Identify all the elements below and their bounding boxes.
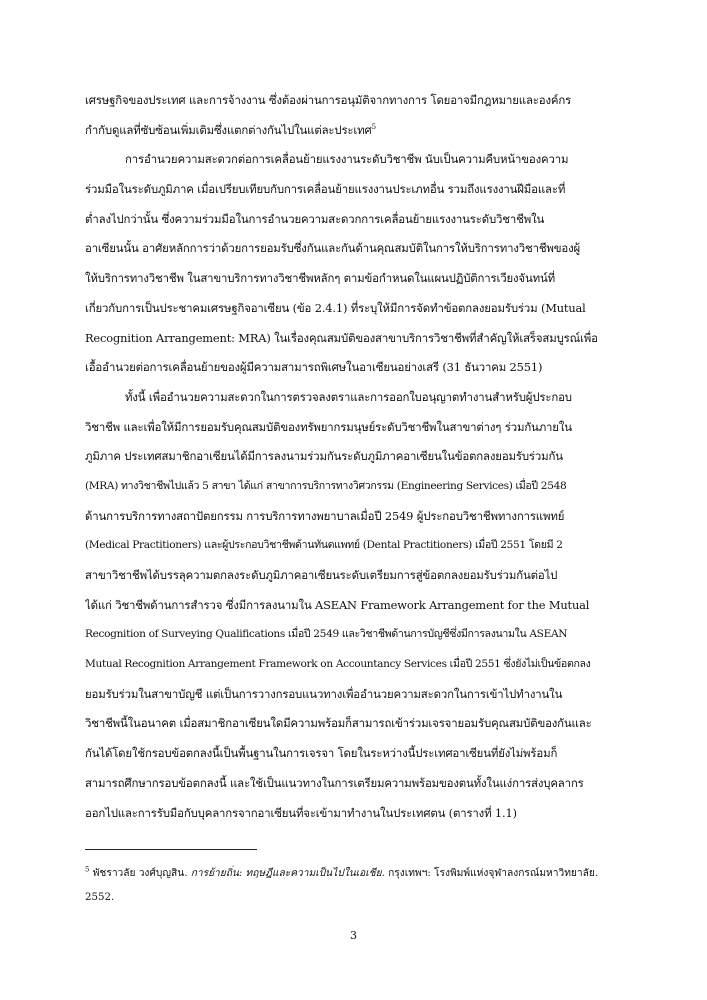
line-text: เกี่ยวกับการเป็นประชาคมเศรษฐกิจอาเซียน (ข้อ 2.4.1) ที่ระบุให้มีการจัดทำข้อตกลงยอมรับร่วม (Mutual xyxy=(85,300,586,315)
text-line xyxy=(85,175,623,205)
footnote xyxy=(85,862,623,910)
footnote-reference[interactable]: 5 xyxy=(371,122,376,131)
text-line xyxy=(85,86,623,116)
text-line xyxy=(85,709,623,739)
line-text: ยอมรับร่วมในสาขาบัญชี แต่เป็นการวางกรอบแนวทางเพื่ออำนวยความสะดวกในการเข้าไปทำงานใน xyxy=(85,686,563,701)
text-line xyxy=(85,116,623,146)
text-line xyxy=(85,205,623,235)
footnote-line xyxy=(85,862,623,886)
line-text: (MRA) ทางวิชาชีพไปแล้ว 5 สาขา ได้แก่ สาขาการบริการทางวิศวกรรม (Engineering Services) เมื่อปี 2548 xyxy=(85,479,567,492)
line-text: การอำนวยความสะดวกต่อการเคลื่อนย้ายแรงงานระดับวิชาชีพ นับเป็นความคืบหน้าของความ xyxy=(125,152,569,167)
line-text: ต่ำลงไปกว่านั้น ซึ่งความร่วมมือในการอำนวยความสะดวกการเคลื่อนย้ายแรงงานระดับวิชาชีพใน xyxy=(85,211,545,226)
line-text: ร่วมมือในระดับภูมิภาค เมื่อเปรียบเทียบกับการเคลื่อนย้ายแรงงานประเภทอื่น รวมถึงแรงงานฝีมือและที่ xyxy=(85,182,566,197)
line-text: ออกไปและการรับมือกับบุคลากรจากอาเซียนที่จะเข้ามาทำงานในประเทศตน (ตารางที่ 1.1) xyxy=(85,805,517,820)
text-line xyxy=(85,620,623,650)
line-text: ภูมิภาค ประเทศสมาชิกอาเซียนได้มีการลงนามร่วมกันระดับภูมิภาคอาเซียนในข้อตกลงยอมรับร่วมกัน xyxy=(85,449,563,464)
footnote-year: 2552. xyxy=(85,892,115,903)
text-line xyxy=(85,294,623,324)
text-line xyxy=(85,739,623,769)
line-text: วิชาชีพนี้ในอนาคต เมื่อสมาชิกอาเซียนใดมีความพร้อมก็สามารถเข้าร่วมเจรจายอมรับคุณสมบัติของกันและ xyxy=(85,716,592,731)
footnote-author: พัชราวลัย วงศ์บุญสิน. xyxy=(92,868,188,879)
text-line xyxy=(85,591,623,621)
text-line xyxy=(85,531,623,561)
line-text: Mutual Recognition Arrangement Framework on Accountancy Services เมื่อปี 2551 ซึ่งยังไม่เป็นข้อตกลง xyxy=(85,658,591,671)
footnote-divider xyxy=(85,849,257,850)
line-text: วิชาชีพ และเพื่อให้มีการยอมรับคุณสมบัติของทรัพยากรมนุษย์ระดับวิชาชีพในสาขาต่างๆ ร่วมกันภายใน xyxy=(85,419,572,434)
line-text: Recognition Arrangement: MRA) ในเรื่องคุณสมบัติของสาขาบริการวิชาชีพที่สำคัญให้เสร็จสมบูรณ์เพื่อ xyxy=(85,330,598,345)
footnote-mark: 5 xyxy=(85,865,90,874)
text-line xyxy=(85,472,623,502)
line-text: อาเซียนนั้น อาศัยหลักการว่าด้วยการยอมรับซึ่งกันและกันด้านคุณสมบัติในการให้บริการทางวิชาชีพของผู้ xyxy=(85,241,581,256)
body-text xyxy=(85,86,623,828)
footnote-line xyxy=(85,886,623,910)
line-text: กันได้โดยใช้กรอบข้อตกลงนี้เป็นพื้นฐานในการเจรจา โดยในระหว่างนี้ประเทศอาเซียนที่ยังไม่พร้อมก็ xyxy=(85,746,558,761)
text-line xyxy=(85,264,623,294)
line-text: (Medical Practitioners) และผู้ประกอบวิชาชีพด้านทันตแพทย์ (Dental Practitioners) เมื่อปี 2551 โดยมี 2 xyxy=(85,539,563,552)
text-line xyxy=(85,502,623,532)
line-text: เศรษฐกิจของประเทศ และการจ้างงาน ซึ่งต้องผ่านการอนุมัติจากทางการ โดยอาจมีกฎหมายและองค์กร xyxy=(85,93,572,107)
text-line xyxy=(85,234,623,264)
text-line xyxy=(85,799,623,829)
text-line xyxy=(85,442,623,472)
page-number: 3 xyxy=(350,929,357,942)
line-text: เอื้ออำนวยต่อการเคลื่อนย้ายของผู้มีความสามารถพิเศษในอาเซียนอย่างเสรี (31 ธันวาคม 2551) xyxy=(85,360,543,375)
line-text: Recognition of Surveying Qualifications เมื่อปี 2549 และวิชาชีพด้านการบัญชีซึ่งมีการลงนามใน ASEAN xyxy=(85,628,568,641)
line-text: สาขาวิชาชีพได้บรรลุความตกลงระดับภูมิภาคอาเซียนระดับเตรียมการสู่ข้อตกลงยอมรับร่วมกันต่อไป xyxy=(85,568,558,582)
line-text: ทั้งนี้ เพื่ออำนวยความสะดวกในการตรวจลงตราและการออกใบอนุญาตทำงานสำหรับผู้ประกอบ xyxy=(125,389,572,404)
paragraph-start-line xyxy=(85,145,623,175)
text-line xyxy=(85,413,623,443)
line-text: ให้บริการทางวิชาชีพ ในสาขาบริการทางวิชาชีพหลักๆ ตามข้อกำหนดในแผนปฏิบัติการเวียงจันทน์ที่ xyxy=(85,271,555,286)
text-line xyxy=(85,769,623,799)
line-text: กำกับดูแลที่ซับซ้อนเพิ่มเติมซึ่งแตกต่างกันไปในแต่ละประเทศ xyxy=(85,122,372,137)
line-text: ด้านการบริการทางสถาปัตยกรรม การบริการทางพยาบาลเมื่อปี 2549 ผู้ประกอบวิชาชีพทางการแพทย์ xyxy=(85,508,565,523)
paragraph-start-line xyxy=(85,383,623,413)
footnote-publisher: กรุงเทพฯ: โรงพิมพ์แห่งจุฬาลงกรณ์มหาวิทยาลัย. xyxy=(388,868,599,879)
line-text: ได้แก่ วิชาชีพด้านการสำรวจ ซึ่งมีการลงนามใน ASEAN Framework Arrangement for the Mutual xyxy=(85,597,590,612)
line-text: สามารถศึกษากรอบข้อตกลงนี้ และใช้เป็นแนวทางในการเตรียมความพร้อมของตนทั้งในแง่การส่งบุคลากร xyxy=(85,775,584,790)
text-line xyxy=(85,561,623,591)
footnote-title: การย้ายถิ่น: ทฤษฎีและความเป็นไปในเอเชีย. xyxy=(190,868,385,879)
text-line xyxy=(85,324,623,354)
text-line xyxy=(85,680,623,710)
text-line xyxy=(85,650,623,680)
text-line xyxy=(85,353,623,383)
